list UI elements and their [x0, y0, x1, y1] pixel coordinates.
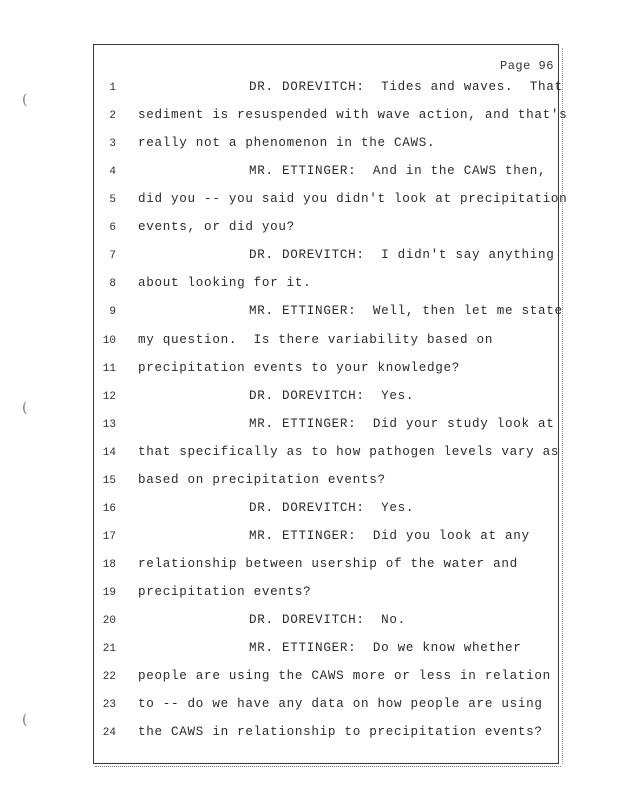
- line-number: 6: [109, 222, 116, 235]
- line-text: my question. Is there variability based on: [138, 332, 494, 347]
- line-number: 23: [102, 699, 116, 712]
- transcript-line: [0, 192, 618, 212]
- transcript-line: [0, 276, 618, 296]
- line-number: 7: [109, 250, 116, 263]
- line-text: people are using the CAWS more or less in relation: [138, 669, 551, 684]
- transcript-line: [0, 669, 618, 689]
- line-number: 16: [102, 502, 116, 515]
- line-number: 24: [102, 727, 116, 740]
- transcript-line: [0, 529, 618, 549]
- line-text: events, or did you?: [138, 220, 295, 235]
- line-number: 5: [109, 194, 116, 207]
- page-number: Page 96: [500, 59, 554, 73]
- line-text: precipitation events?: [138, 584, 312, 599]
- line-number: 4: [109, 166, 116, 179]
- line-text: MR. ETTINGER: And in the CAWS then,: [249, 164, 547, 179]
- line-text: the CAWS in relationship to precipitation events?: [138, 725, 543, 740]
- line-number: 1: [109, 82, 116, 94]
- line-text: DR. DOREVITCH: Tides and waves. That: [249, 80, 563, 94]
- transcript-line: [0, 473, 618, 493]
- line-text: about looking for it.: [138, 276, 312, 291]
- transcript-line: [0, 164, 618, 184]
- line-text: DR. DOREVITCH: No.: [249, 613, 406, 627]
- line-number: 8: [109, 278, 116, 291]
- line-text: based on precipitation events?: [138, 472, 386, 487]
- line-text: sediment is resuspended with wave action, and that's: [138, 108, 568, 122]
- transcript-line: [0, 389, 618, 409]
- line-text: DR. DOREVITCH: Yes.: [249, 388, 415, 403]
- transcript-line: [0, 220, 618, 240]
- transcript-line: [0, 248, 618, 268]
- transcript-line: [0, 108, 618, 128]
- line-text: MR. ETTINGER: Did your study look at: [249, 416, 555, 431]
- transcript-line: [0, 80, 618, 100]
- line-text: MR. ETTINGER: Did you look at any: [249, 528, 530, 543]
- transcript-line: [0, 557, 618, 577]
- line-number: 18: [102, 558, 116, 571]
- line-text: relationship between usership of the water and: [138, 556, 518, 571]
- line-number: 12: [102, 390, 116, 403]
- line-text: did you -- you said you didn't look at precipitation: [138, 192, 568, 207]
- transcript-line: [0, 361, 618, 381]
- line-text: really not a phenomenon in the CAWS.: [138, 136, 436, 151]
- line-text: to -- do we have any data on how people are using: [138, 697, 543, 712]
- line-number: 13: [102, 418, 116, 431]
- frame-edge-bottom: [95, 762, 561, 767]
- transcript-line: [0, 641, 618, 661]
- line-text: precipitation events to your knowledge?: [138, 360, 461, 375]
- line-text: DR. DOREVITCH: Yes.: [249, 500, 415, 515]
- transcript-line: [0, 613, 618, 633]
- line-text: DR. DOREVITCH: I didn't say anything: [249, 248, 555, 263]
- transcript-line: [0, 725, 618, 745]
- transcript-line: [0, 136, 618, 156]
- line-number: 14: [102, 446, 116, 459]
- transcript-line: [0, 697, 618, 717]
- transcript-line: [0, 585, 618, 605]
- line-number: 15: [102, 474, 116, 487]
- line-number: 11: [102, 362, 116, 375]
- line-number: 19: [102, 586, 116, 599]
- transcript-line: [0, 445, 618, 465]
- line-number: 2: [109, 110, 116, 122]
- margin-mark-middle: (: [22, 400, 28, 416]
- transcript-line: [0, 417, 618, 437]
- line-number: 9: [109, 306, 116, 319]
- line-number: 20: [102, 615, 116, 627]
- line-number: 21: [102, 643, 116, 655]
- transcript-line: [0, 333, 618, 353]
- margin-mark-top: (: [22, 92, 28, 108]
- line-number: 10: [102, 334, 116, 347]
- line-text: MR. ETTINGER: Well, then let me state: [249, 304, 563, 319]
- margin-mark-bottom: (: [22, 712, 28, 728]
- line-text: MR. ETTINGER: Do we know whether: [249, 641, 522, 655]
- line-number: 17: [102, 530, 116, 543]
- line-number: 3: [109, 138, 116, 151]
- line-number: 22: [102, 671, 116, 684]
- line-text: that specifically as to how pathogen levels vary as: [138, 444, 560, 459]
- transcript-line: [0, 304, 618, 324]
- transcript-line: [0, 501, 618, 521]
